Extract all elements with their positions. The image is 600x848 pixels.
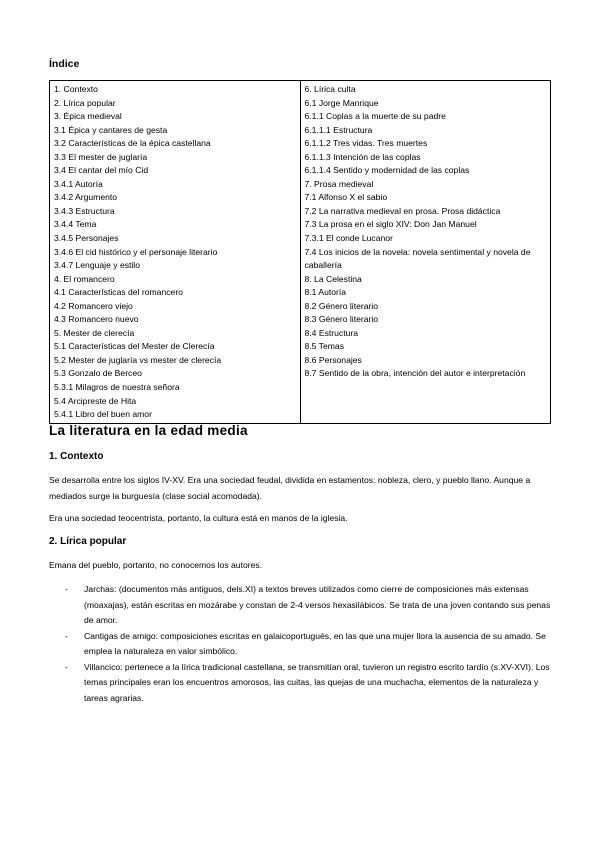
index-entry: 6.1.1 Coplas a la muerte de su padre <box>304 111 446 122</box>
index-entry: 8.3 Género literario <box>304 314 379 325</box>
section-2-intro: Emana del pueblo, portanto, no conocemos los autores. <box>49 560 263 570</box>
index-entry: 3.2 Características de la épica castellana <box>54 138 211 149</box>
list-item-text: Jarchas: (documentos más antiguos, dels.XI) a textos breves utilizados como cierre de composiciones más extensas (moaxajas), están escritas en mozárabe y constan de 2-4 versos hexasilábicos. Se trata de una joven contando sus penas de amor. <box>84 584 551 625</box>
index-entry: 6.1 Jorge Manrique <box>304 97 379 108</box>
lyric-types-list <box>49 582 554 706</box>
index-entry: 3.4.7 Lenguaje y estilo <box>54 260 141 271</box>
index-entry: 3.4.6 El cid histórico y el personaje literario <box>54 246 218 257</box>
index-entry: 3.4.2 Argumento <box>54 192 118 203</box>
section-1-heading: 1. Contexto <box>49 451 104 462</box>
index-entry: 5.2 Mester de juglaría vs mester de clerecía <box>54 354 222 365</box>
index-title: Índice <box>49 58 80 70</box>
index-entry: 8.5 Temas <box>304 341 344 352</box>
index-entry: 7. Prosa medieval <box>304 178 374 189</box>
index-entry: 7.3 La prosa en el siglo XIV: Don Jan Manuel <box>304 219 477 230</box>
index-entry: 5.3.1 Milagros de nuestra señora <box>54 382 180 393</box>
index-entry: 5.1 Características del Mester de Clerecía <box>54 341 215 352</box>
index-entry: 8.7 Sentido de la obra, intención del autor e interpretación <box>304 368 526 379</box>
index-entry: 4.3 Romancero nuevo <box>54 314 139 325</box>
section-1-paragraph-1: Se desarrolla entre los siglos IV-XV. Era una sociedad feudal, dividida en estamentos: nobleza, clero, y pueblo llano. Aunque a mediados surge la burguesía (clase social acomodada). <box>49 475 531 501</box>
index-entry: 4.1 Características del romancero <box>54 287 183 298</box>
index-entry: 7.2 La narrativa medieval en prosa. Prosa didáctica <box>304 205 501 216</box>
index-entry: 8. La Celestina <box>304 273 362 284</box>
index-entry: 3. Épica medieval <box>54 111 122 122</box>
index-entry: 6.1.1.4 Sentido y modernidad de las coplas <box>304 165 470 176</box>
list-item-text: Villancico: pertenece a la lírica tradicional castellana, se transmitían oral, tuvieron un registro escrito tardío (s.XV-XVI). Los temas principales eran los encuentros amorosos, las cuitas, las quejas de una muchacha, elementos de la naturaleza y tareas agrarias. <box>84 661 550 703</box>
index-entry: 6.1.1.2 Tres vidas. Tres muertes <box>304 138 428 149</box>
index-entry: 7.1 Alfonso X el sabio <box>304 192 388 203</box>
index-entry: 3.4.1 Autoría <box>54 178 103 189</box>
index-entry: 2. Lírica popular <box>54 97 116 108</box>
section-1-paragraph-2: Era una sociedad teocentrista, portanto, la cultura está en manos de la iglesia. <box>49 513 348 523</box>
list-item: - Villancico: pertenece a la lírica tradicional castellana, se transmitían oral, tuvieron un registro escrito tardío (s.XV-XVI). Los temas principales eran los encuentros amorosos, las cuitas, las quejas de una muchacha, elementos de la naturaleza y tareas agrarias. <box>65 661 550 703</box>
index-entry: 7.3.1 El conde Lucanor <box>304 233 393 244</box>
list-item-text: Cantigas de amigo: composiciones escritas en galaicoportugués, en las que una mujer llora la ausencia de su amado. Se emplea la naturaleza en valor simbólico. <box>84 630 546 656</box>
index-left-column <box>50 81 301 424</box>
index-entry: 3.1 Épica y cantares de gesta <box>54 124 168 135</box>
index-table <box>49 80 551 424</box>
index-entry: 8.1 Autoría <box>304 287 347 298</box>
index-entry: 8.4 Estructura <box>304 327 358 338</box>
index-entry: 1. Contexto <box>54 84 98 94</box>
index-entry: 3.4 El cantar del mío Cid <box>54 165 149 176</box>
index-entry: 3.4.4 Tema <box>54 219 97 230</box>
section-2-heading: 2. Lírica popular <box>49 536 127 547</box>
index-right-column <box>300 81 551 424</box>
index-entry: 8.6 Personajes <box>304 354 362 365</box>
index-entry: 5.4 Arcipreste de Hita <box>54 395 137 406</box>
index-entry: 3.4.5 Personajes <box>54 233 119 244</box>
index-entry: 6.1.1.3 Intención de las coplas <box>304 151 421 162</box>
list-item: - Jarchas: (documentos más antiguos, dels.XI) a textos breves utilizados como cierre de composiciones más extensas (moaxajas), están escritas en mozárabe y constan de 2-4 versos hexasilábicos. Se trata de una joven contando sus penas de amor. <box>65 584 551 625</box>
index-entry: 6. Lírica culta <box>304 84 356 94</box>
index-entry: 7.4 Los inicios de la novela: novela sentimental y novela de caballería <box>304 246 531 271</box>
index-entry: 5.3 Gonzalo de Berceo <box>54 368 142 379</box>
index-entry: 3.4.3 Estructura <box>54 205 115 216</box>
index-entry: 8.2 Género literario <box>304 300 379 311</box>
index-entry: 6.1.1.1 Estructura <box>304 124 373 135</box>
index-entry: 3.3 El mester de juglaría <box>54 151 148 162</box>
index-entry: 4.2 Romancero viejo <box>54 300 133 311</box>
main-heading: La literatura en la edad media <box>49 423 248 438</box>
index-entry: 4. El romancero <box>54 273 115 284</box>
index-entry: 5.4.1 Libro del buen amor <box>54 409 152 420</box>
list-item: - Cantigas de amigo: composiciones escritas en galaicoportugués, en las que una mujer llora la ausencia de su amado. Se emplea la naturaleza en valor simbólico. <box>65 630 546 656</box>
index-entry: 5. Mester de clerecía <box>54 327 135 338</box>
